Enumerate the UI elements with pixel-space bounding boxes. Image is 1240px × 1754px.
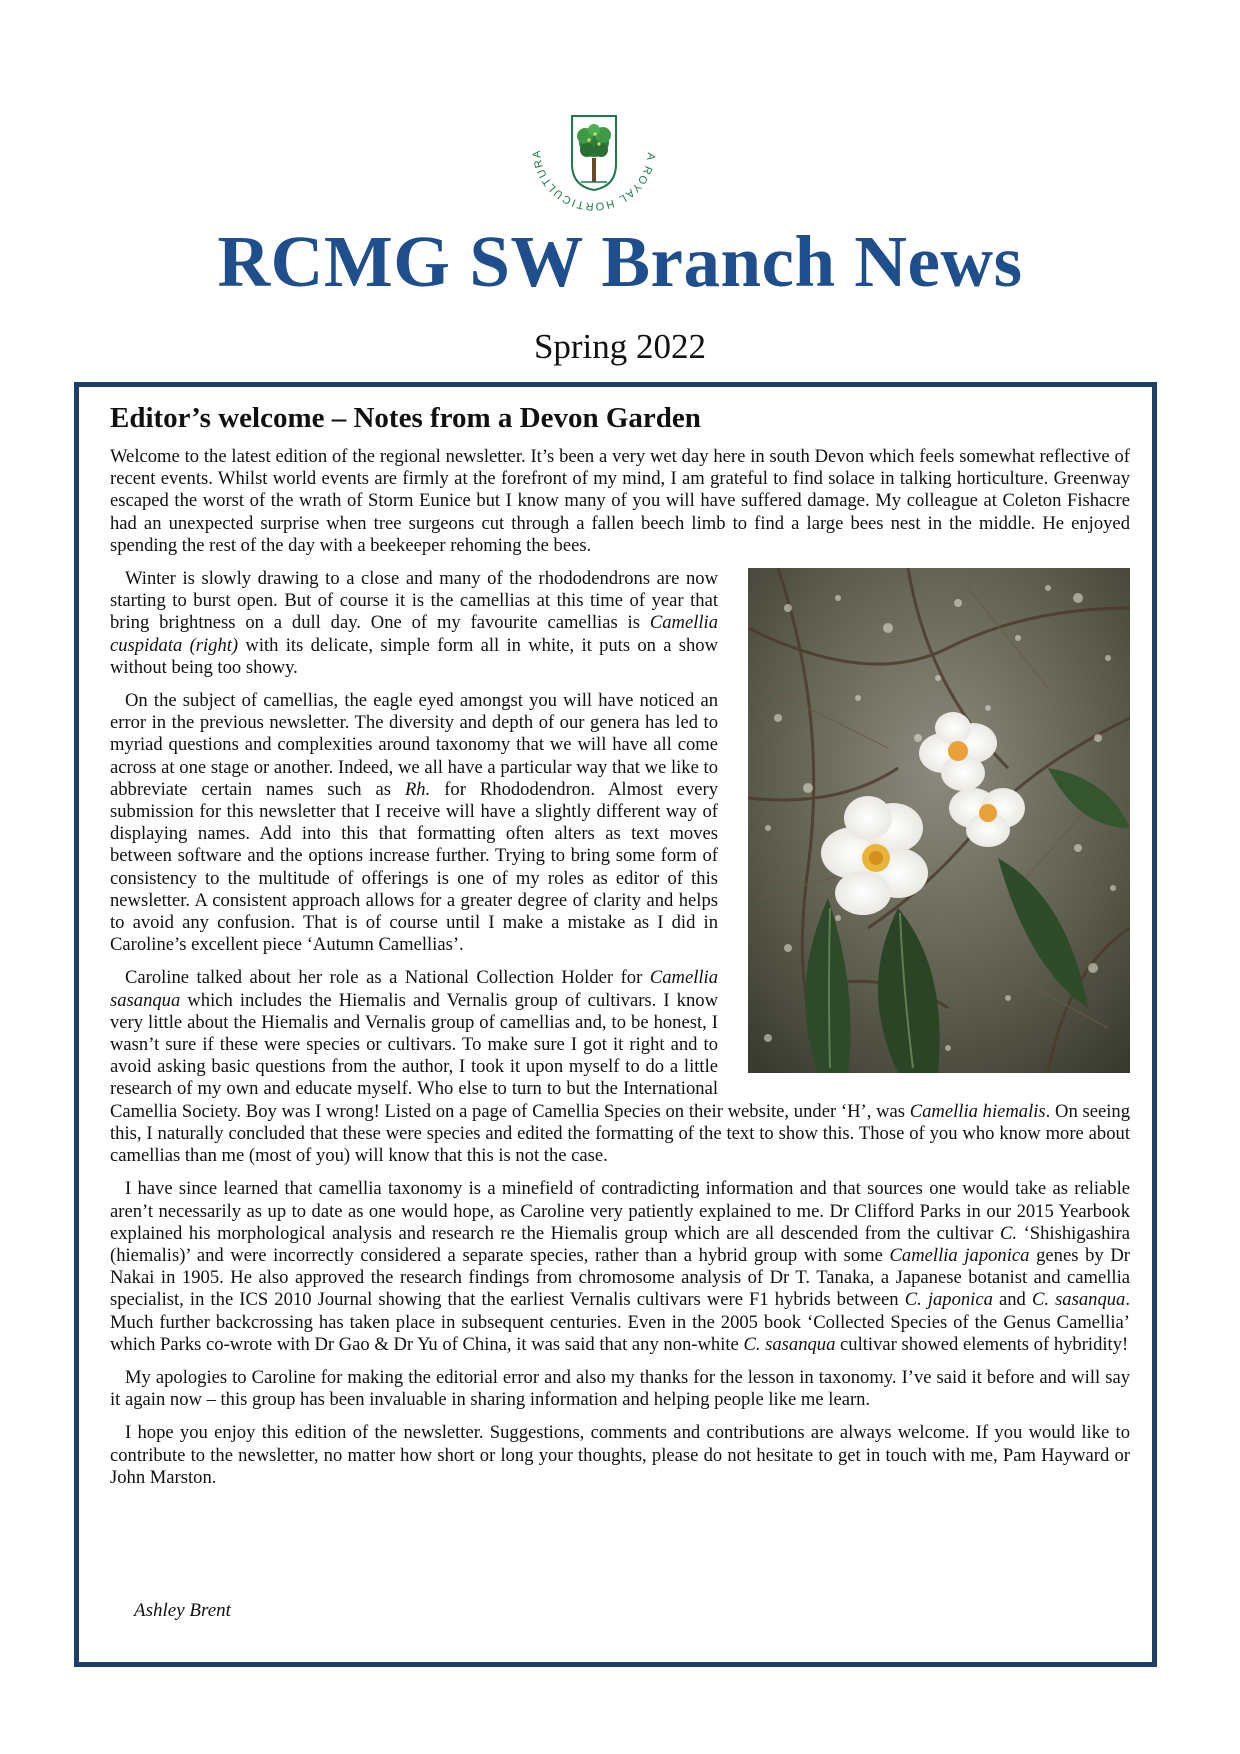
logo-graphic xyxy=(523,86,665,212)
paragraph-apologies: My apologies to Caroline for making the editorial error and also my thanks for the lesson in taxonomy. I’ve said it before and will say it again now – this group has been invaluable in sharing information and helping people like me learn. xyxy=(110,1366,1130,1411)
article-body xyxy=(110,398,1130,1500)
paragraph-intro: Welcome to the latest edition of the regional newsletter. It’s been a very wet day here in south Devon which feels somewhat reflective of recent events. Whilst world events are firmly at the forefront of my mind, I am grateful to find solace in talking horticulture. Greenway escaped the worst of the wrath of Storm Eunice but I know many of you will have suffered damage. My colleague at Coleton Fishacre had an unexpected surprise when tree surgeons cut through a fallen beech limb to find a large bees nest in the middle. He enjoyed spending the rest of the day with a beekeeper rehoming the bees. xyxy=(110,446,1130,556)
editor-signature: Ashley Brent xyxy=(134,1600,231,1621)
issue-date: Spring 2022 xyxy=(533,327,707,366)
paragraph-closing: I hope you enjoy this edition of the newsletter. Suggestions, comments and contributions are always welcome. If you would like to contribute to the newsletter, no matter how short or long your thoughts, please do not hesitate to get in touch with me, Pam Hayward or John Marston. xyxy=(110,1422,1130,1488)
paragraph-winter: Winter is slowly drawing to a close and many of the rhododendrons are now starting to burst open. But of course it is the camellias at this time of year that bring brightness on a dull day. One of my favourite camellias is Camellia cuspidata (right) with its delicate, simple form all in white, it puts on a show without being too showy. xyxy=(110,568,719,678)
rhs-group-logo xyxy=(523,86,665,212)
paragraph-taxonomy-research: I have since learned that camellia taxonomy is a minefield of contradicting information and that sources one would take as reliable aren’t necessarily as up to date as one would hope, as Caroline very patiently explained to me. Dr Clifford Parks in our 2015 Yearbook explained his morphological analysis and research re the Hiemalis group which are all descended from the cultivar C. ‘Shishigashira (hiemalis)’ and were incorrectly considered a separate species, rather than a hybrid group with some Camellia japonica genes by Dr Nakai in 1905. He also approved the research findings from chromosome analysis of Dr T. Tanaka, a Japanese botanist and camellia specialist, in the ICS 2010 Journal showing that the earliest Vernalis cultivars were F1 hybrids between C. japonica and C. sasanqua. Much further backcrossing has taken place in subsequent centuries. Even in the 2005 book ‘Collected Species of the Genus Camellia’ which Parks co-wrote with Dr Gao & Dr Yu of China, it was said that any non-white C. sasanqua cultivar showed elements of hybridity! xyxy=(110,1178,1130,1355)
newsletter-title: RCMG SW Branch News xyxy=(217,221,1023,302)
camellia-photo xyxy=(748,568,1130,1073)
paragraph-caroline: Caroline talked about her role as a National Collection Holder for Camellia sasanqua which includes the Hiemalis and Vernalis group of cultivars. I know very little about the Hiemalis and Vernalis group of camellias and, to be honest, I wasn’t sure if these were species or cultivars. To make sure I got it right and to avoid asking basic questions from the author, I took it upon myself to do a little research of my own and educate myself. Who else to turn to but the International Camellia Society. Boy was I wrong! Listed on a page of Camellia Species on their website, under ‘H’, was Camellia hiemalis. On seeing this, I naturally concluded that these were species and edited the formatting of the text to show this. Those of you who know more about camellias than me (most of you) will know that this is not the case. xyxy=(110,967,1130,1167)
paragraph-taxonomy-error: On the subject of camellias, the eagle eyed amongst you will have noticed an error in the previous newsletter. The diversity and depth of our genera has led to myriad questions and complexities around taxonomy that we will have all come across at one stage or another. Indeed, we all have a particular way that we like to abbreviate certain names such as Rh. for Rhododendron. Almost every submission for this newsletter that I receive will have a slightly different way of displaying names. Add into this that formatting often alters as text moves between software and the options increase further. Trying to bring some form of consistency to the multitude of offerings is one of my roles as editor of this newsletter. A consistent approach allows for a greater degree of clarity and helps to avoid any confusion. That is of course until I make a mistake as I did in Caroline’s excellent piece ‘Autumn Camellias’. xyxy=(110,690,718,956)
tree-icon xyxy=(577,124,611,182)
camellia-cuspidata-image xyxy=(748,568,1130,1073)
article-heading: Editor’s welcome – Notes from a Devon Garden xyxy=(110,402,701,434)
logo-ring-text: A ROYAL HORTICULTURA xyxy=(530,148,657,212)
